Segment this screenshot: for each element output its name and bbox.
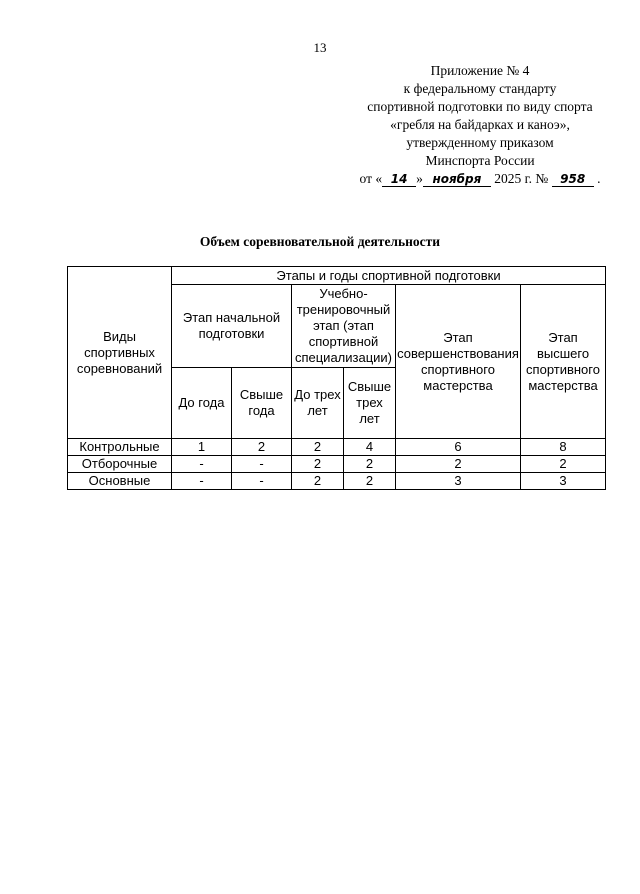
stage-initial-header: Этап начальной подготовки <box>172 285 292 368</box>
table-cell: 4 <box>344 439 396 456</box>
appendix-line-3: спортивной подготовки по виду спорта <box>367 99 593 114</box>
date-prefix: от « <box>359 171 383 186</box>
table-row <box>68 456 606 473</box>
table-cell: 6 <box>396 439 521 456</box>
table-cell: 2 <box>292 473 344 490</box>
appendix-line-6: Минспорта России <box>425 153 535 168</box>
appendix-line-1: Приложение № 4 <box>430 63 530 78</box>
stage-training-header: Учебно-тренировочный этап (этап спортивной специализации) <box>292 285 396 368</box>
date-month: ноября <box>423 172 491 187</box>
table-cell: 3 <box>396 473 521 490</box>
table-cell: 3 <box>521 473 606 490</box>
group-header-cell: Этапы и годы спортивной подготовки <box>172 267 606 285</box>
appendix-line-5: утвержденному приказом <box>406 135 554 150</box>
subheader-up-to-three: До трех лет <box>292 368 344 439</box>
subheader-up-to-year: До года <box>172 368 232 439</box>
table-cell: 2 <box>232 439 292 456</box>
stage-improvement-header: Этап совершенствования спортивного мастерства <box>396 285 521 439</box>
table-cell: 8 <box>521 439 606 456</box>
table-cell: 2 <box>292 456 344 473</box>
competition-volume-table <box>67 266 606 490</box>
row-label: Отборочные <box>68 456 172 473</box>
table-cell: - <box>232 473 292 490</box>
table-cell: 2 <box>344 456 396 473</box>
table-row <box>68 473 606 490</box>
table-cell: 2 <box>292 439 344 456</box>
table-cell: - <box>172 473 232 490</box>
table-cell: 2 <box>344 473 396 490</box>
row-label: Контрольные <box>68 439 172 456</box>
page-number: 13 <box>313 40 327 55</box>
date-suffix: . <box>597 171 601 186</box>
order-number: 958 <box>552 172 594 187</box>
subheader-over-three: Свыше трех лет <box>344 368 396 439</box>
date-year: 2025 г. № <box>494 171 549 186</box>
document-title: Объем соревновательной деятельности <box>199 234 441 249</box>
table-cell: - <box>172 456 232 473</box>
row-label: Основные <box>68 473 172 490</box>
appendix-header <box>330 62 630 188</box>
stage-highest-header: Этап высшего спортивного мастерства <box>521 285 606 439</box>
row-header-cell: Виды спортивных соревнований <box>68 267 172 439</box>
table-cell: 2 <box>521 456 606 473</box>
appendix-line-4: «гребля на байдарках и каноэ», <box>390 117 570 132</box>
table-cell: - <box>232 456 292 473</box>
table-cell: 2 <box>396 456 521 473</box>
date-day: 14 <box>382 172 416 187</box>
table-row <box>68 439 606 456</box>
appendix-line-2: к федеральному стандарту <box>403 81 557 96</box>
date-mid: » <box>416 171 423 186</box>
order-date-line <box>330 170 630 188</box>
subheader-over-year: Свыше года <box>232 368 292 439</box>
table-cell: 1 <box>172 439 232 456</box>
